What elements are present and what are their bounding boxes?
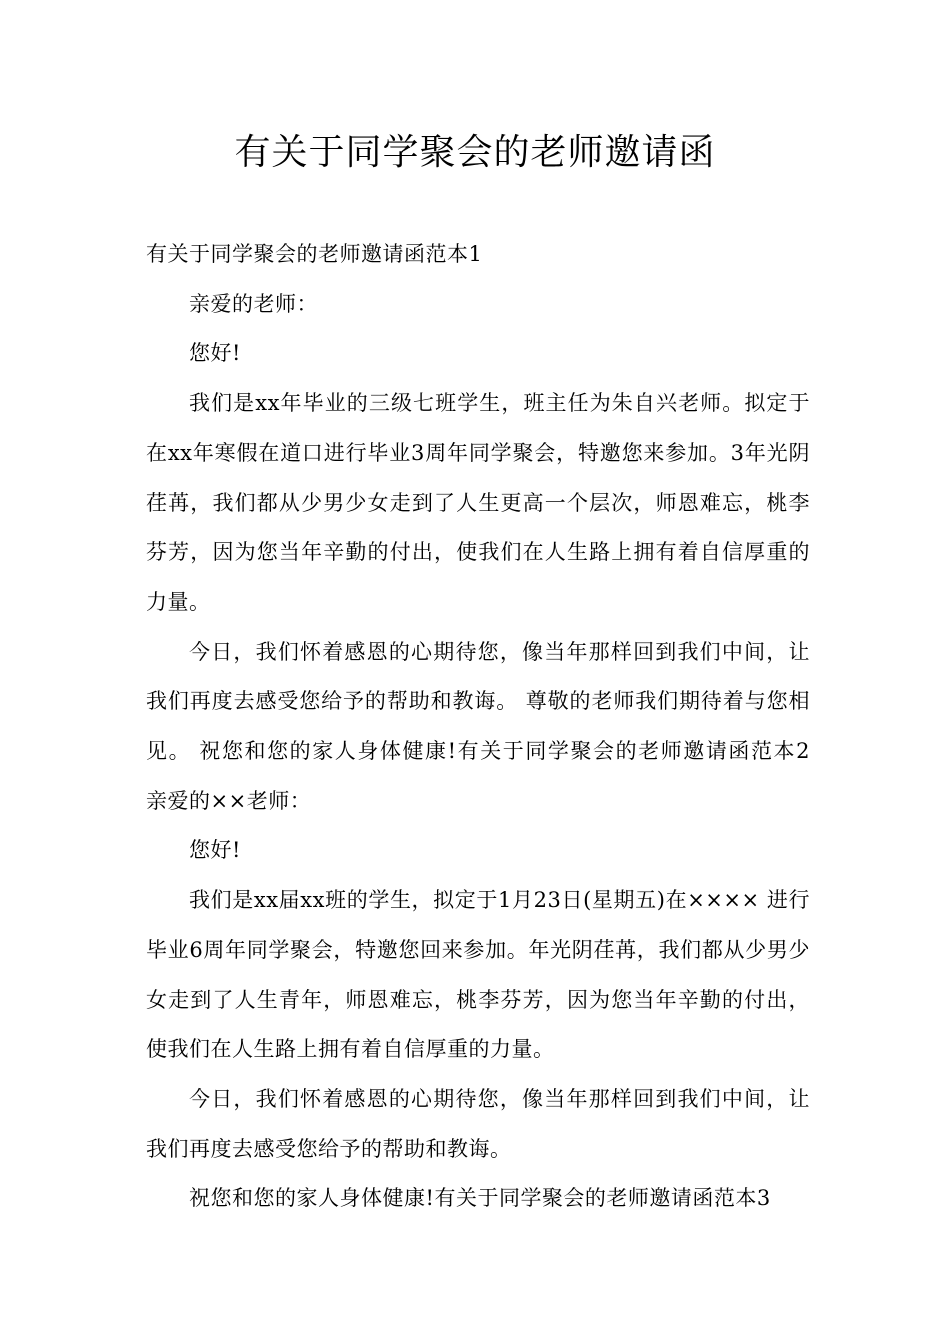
body-paragraph: 今日，我们怀着感恩的心期待您，像当年那样回到我们中间，让我们再度去感受您给予的帮助和教诲。 bbox=[146, 1086, 810, 1161]
document-body bbox=[146, 230, 853, 1224]
body-paragraph: 祝您和您的家人身体健康!有关于同学聚会的老师邀请函范本3 bbox=[189, 1186, 771, 1211]
document-title: 有关于同学聚会的老师邀请函 bbox=[234, 132, 716, 173]
greeting: 您好! bbox=[189, 341, 241, 366]
salutation: 亲爱的老师： bbox=[189, 291, 318, 316]
greeting: 您好! bbox=[189, 838, 241, 863]
body-paragraph: 我们是xx年毕业的三级七班学生，班主任为朱自兴老师。拟定于在xx年寒假在道口进行毕业3周年同学聚会，特邀您来参加。3年光阴荏苒，我们都从少男少女走到了人生更高一个层次，师恩难忘，桃李芬芳，因为您当年辛勤的付出，使我们在人生路上拥有着自信厚重的力量。 bbox=[146, 391, 810, 614]
body-paragraph: 今日，我们怀着感恩的心期待您，像当年那样回到我们中间，让我们再度去感受您给予的帮助和教诲。 尊敬的老师我们期待着与您相见。 祝您和您的家人身体健康!有关于同学聚会的老师邀请函范本2 亲爱的××老师： bbox=[146, 639, 853, 813]
section-heading: 有关于同学聚会的老师邀请函范本1 bbox=[146, 242, 483, 266]
body-paragraph: 我们是xx届xx班的学生，拟定于1月23日(星期五)在×××× 进行毕业6周年同学聚会，特邀您回来参加。年光阴荏苒，我们都从少男少女走到了人生青年，师恩难忘，桃李芬芳，因为您当年辛勤的付出，使我们在人生路上拥有着自信厚重的力量。 bbox=[146, 888, 810, 1062]
